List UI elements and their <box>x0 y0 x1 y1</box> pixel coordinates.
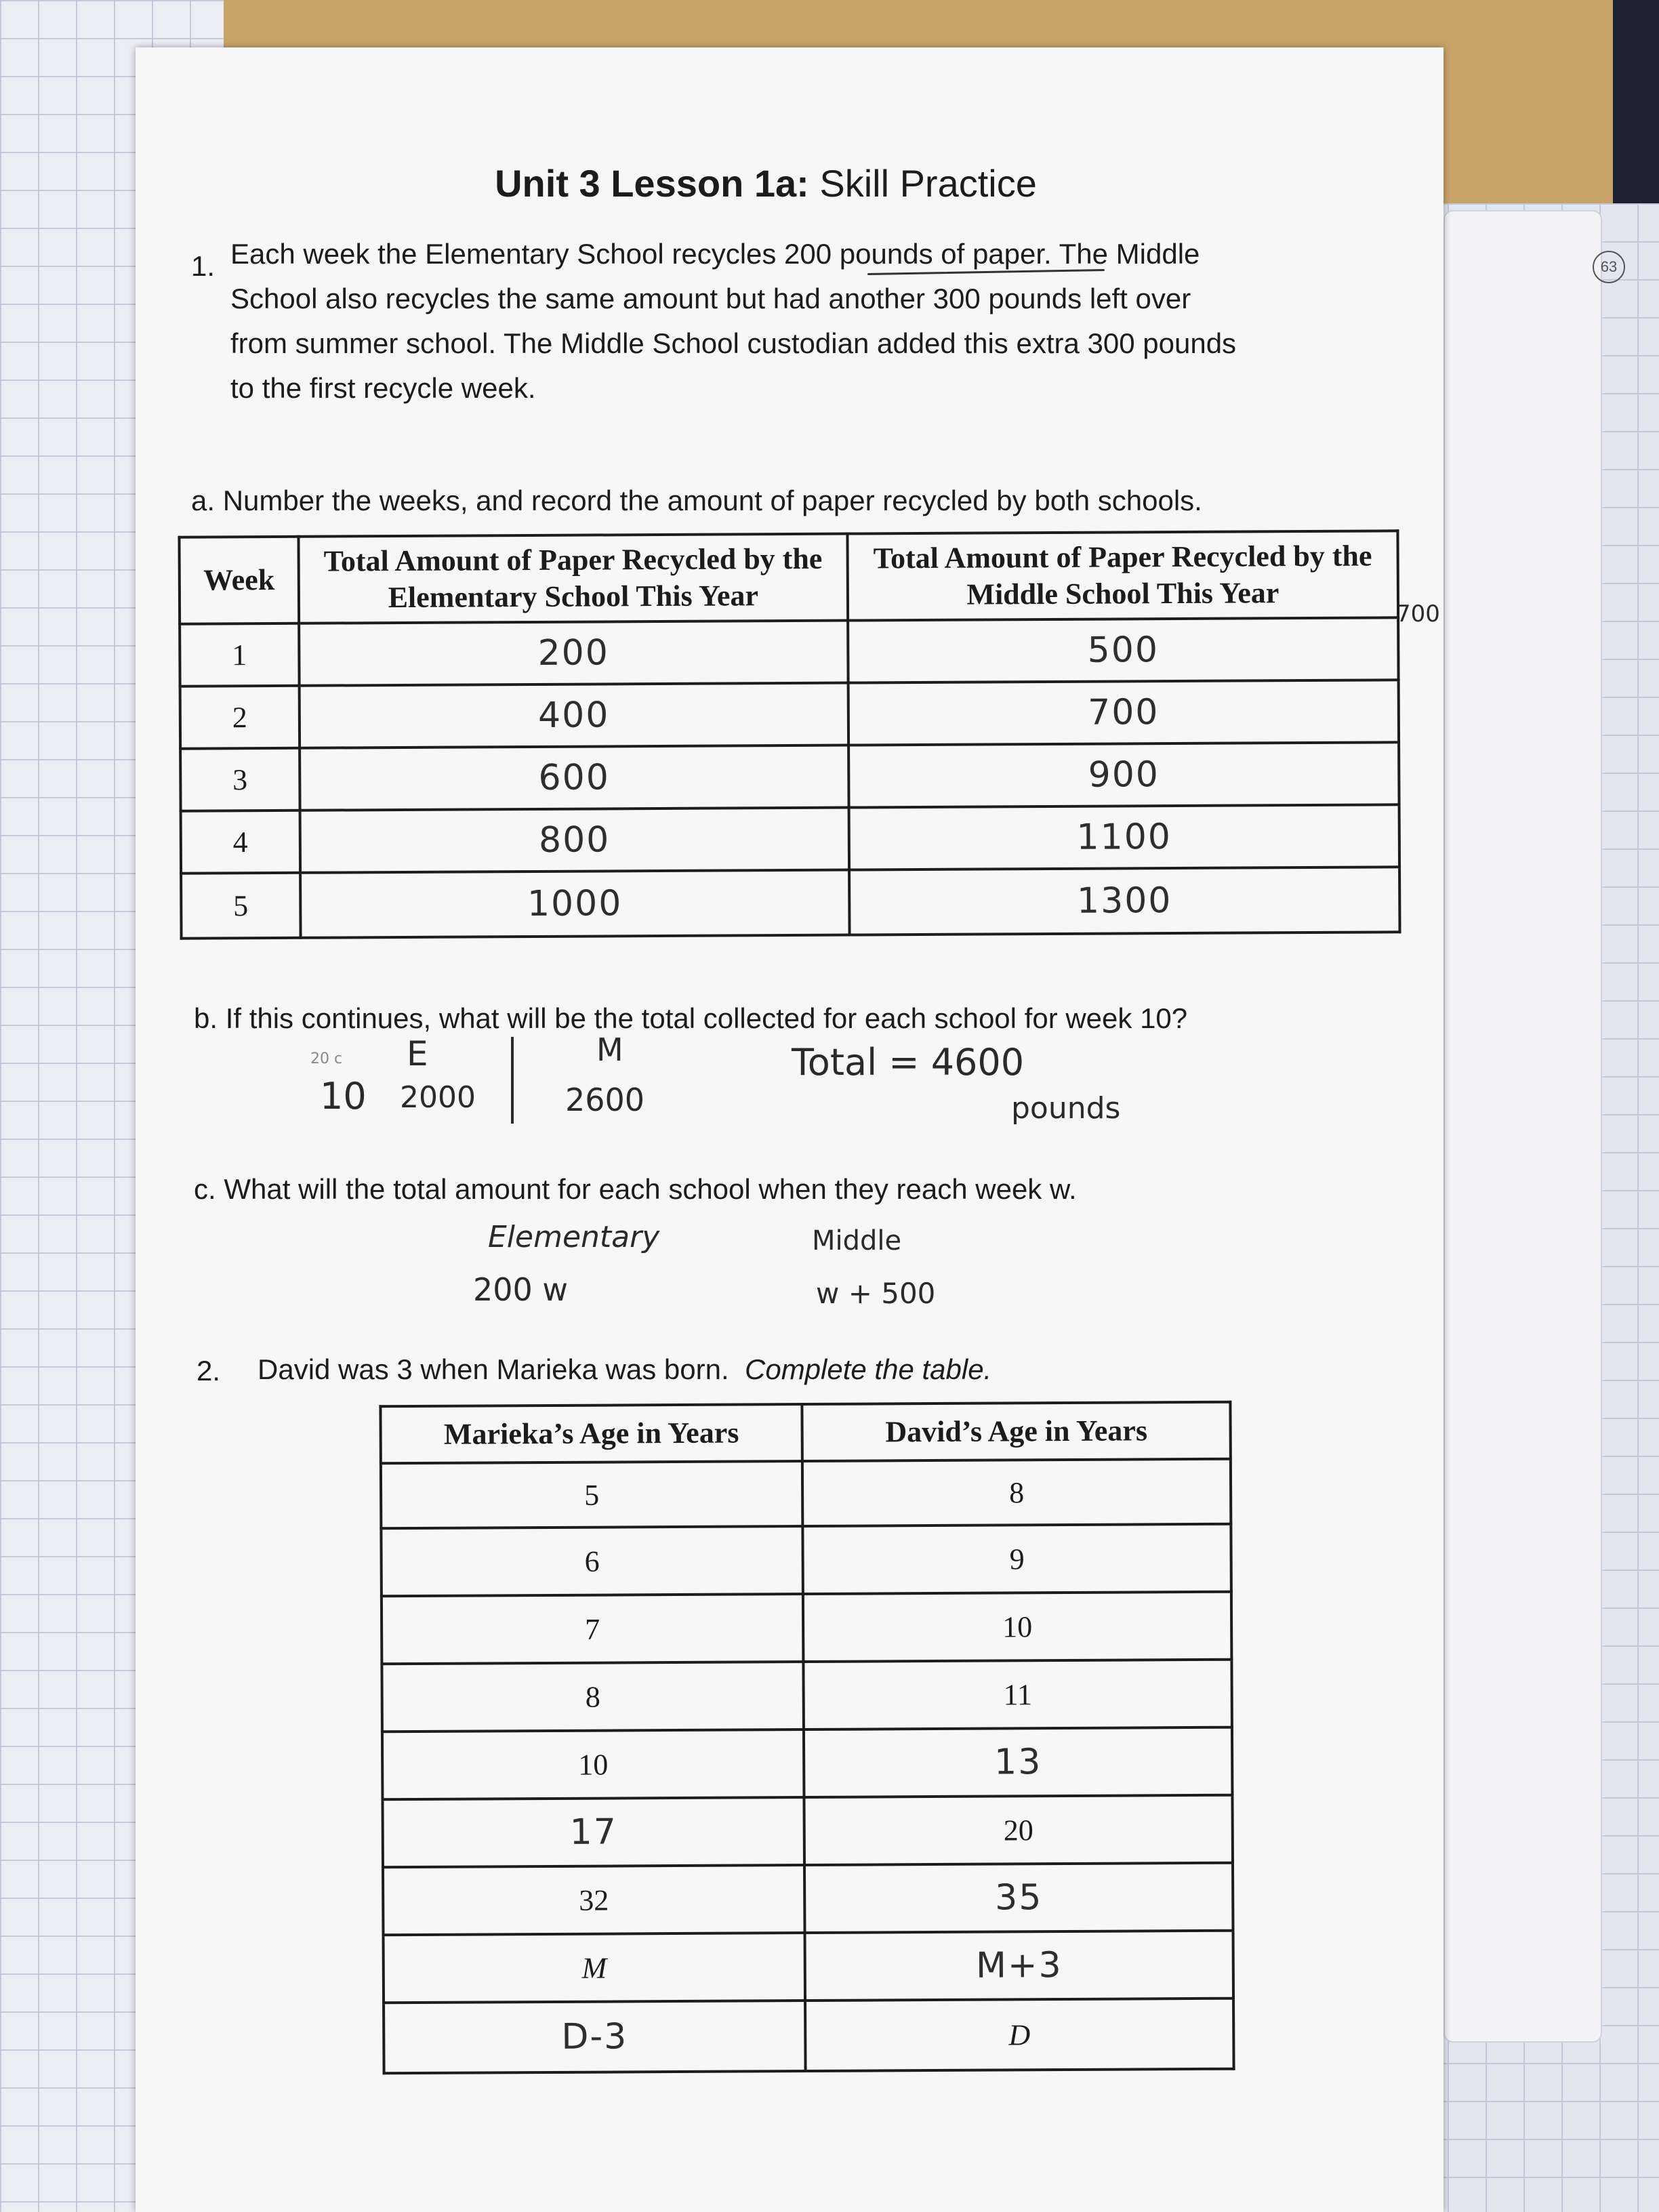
marieka-cell: 10 <box>382 1729 804 1799</box>
page-number-circle: 63 <box>1593 251 1625 283</box>
part-c-e-expr: 200 w <box>473 1271 569 1308</box>
part-b-week: 10 <box>320 1075 367 1118</box>
david-cell-handwritten: M+3 <box>805 1931 1233 2001</box>
q2-number: 2. <box>197 1355 221 1387</box>
marieka-cell: M <box>384 1933 806 2003</box>
q1-part-a: a. Number the weeks, and record the amount of paper recycled by both schools. <box>191 485 1202 516</box>
week-cell: 1 <box>180 623 299 687</box>
recycle-table-row <box>180 617 1398 686</box>
david-cell: 8 <box>802 1459 1231 1526</box>
middle-cell: 900 <box>848 742 1399 807</box>
david-cell: 20 <box>804 1795 1233 1865</box>
title-rest: Skill Practice <box>808 162 1037 205</box>
part-c-m-label: Middle <box>812 1225 902 1256</box>
age-table-row <box>383 1863 1233 1936</box>
recycle-table-row <box>181 804 1399 873</box>
part-b-e-label: E <box>407 1034 428 1073</box>
q1-line-4: to the first recycle week. <box>230 372 536 404</box>
marieka-cell: 32 <box>383 1865 805 1935</box>
recycle-table-header <box>179 531 1398 623</box>
q2-instruction: Complete the table. <box>745 1353 992 1385</box>
marieka-cell-handwritten: 17 <box>382 1797 804 1867</box>
recycle-table <box>178 529 1401 939</box>
worksheet-page <box>136 47 1443 2212</box>
age-table <box>379 1401 1235 2075</box>
part-b-unit: pounds <box>1011 1091 1121 1126</box>
age-table-row <box>381 1524 1231 1597</box>
header-elementary: Total Amount of Paper Recycled by the Elementary School This Year <box>298 534 848 623</box>
elementary-cell: 200 <box>299 621 848 686</box>
q2-prompt-text: David was 3 when Marieka was born. <box>258 1353 729 1385</box>
age-table-row <box>382 1795 1233 1868</box>
header-middle: Total Amount of Paper Recycled by the Middle School This Year <box>847 531 1398 620</box>
title-bold: Unit 3 Lesson 1a: <box>495 162 809 205</box>
q1-line-1: Each week the Elementary School recycles 200 pounds of paper. The Middle <box>230 238 1200 270</box>
q1-part-c: c. What will the total amount for each school when they reach week w. <box>194 1173 1077 1205</box>
david-cell: 10 <box>803 1592 1231 1662</box>
age-table-row <box>384 1931 1234 2003</box>
q1-part-b: b. If this continues, what will be the total collected for each school for week 10? <box>194 1002 1188 1034</box>
header-marieka: Marieka’s Age in Years <box>380 1404 802 1463</box>
part-b-m-label: M <box>596 1031 623 1068</box>
page-title <box>474 161 1057 205</box>
q2-prompt <box>258 1347 991 1392</box>
marieka-cell: 8 <box>382 1662 804 1732</box>
recycle-table-row <box>180 680 1399 748</box>
part-b-e-value: 2000 <box>400 1080 476 1115</box>
part-b-divider <box>511 1037 514 1124</box>
header-david: David’s Age in Years <box>802 1402 1231 1461</box>
age-table-row <box>384 1999 1234 2074</box>
age-table-header <box>380 1402 1230 1464</box>
week-cell: 2 <box>180 686 300 749</box>
q1-number: 1. <box>191 250 216 282</box>
age-table-row <box>381 1459 1231 1529</box>
recycle-table-row <box>181 867 1399 938</box>
part-b-small-note: 20 c <box>310 1050 343 1067</box>
marieka-cell-handwritten: D-3 <box>384 2001 806 2073</box>
middle-cell: 1300 <box>849 867 1400 935</box>
david-cell: 11 <box>804 1660 1232 1729</box>
david-cell: D <box>805 1999 1233 2071</box>
elementary-cell: 400 <box>299 683 848 748</box>
q1-line-2: School also recycles the same amount but had another 300 pounds left over <box>230 283 1191 314</box>
david-cell-handwritten: 13 <box>804 1727 1232 1797</box>
margin-note-700: 700 <box>1396 600 1440 628</box>
q1-line-3: from summer school. The Middle School custodian added this extra 300 pounds <box>230 327 1237 359</box>
marieka-cell: 5 <box>381 1461 803 1528</box>
part-b-m-value: 2600 <box>565 1082 645 1118</box>
recycle-table-row <box>180 742 1399 811</box>
week-cell: 4 <box>181 811 300 874</box>
david-cell-handwritten: 35 <box>804 1863 1233 1933</box>
age-table-row <box>382 1660 1232 1732</box>
middle-cell: 500 <box>848 617 1399 682</box>
part-b-total: Total = 4600 <box>792 1041 1025 1084</box>
part-c-e-label: Elementary <box>488 1220 660 1254</box>
marieka-cell: 6 <box>381 1526 803 1596</box>
page-stack-edge <box>1443 210 1602 2043</box>
elementary-cell: 800 <box>300 808 849 873</box>
middle-cell: 1100 <box>849 804 1400 869</box>
age-table-row <box>382 1592 1232 1664</box>
david-cell: 9 <box>802 1524 1231 1594</box>
marieka-cell: 7 <box>382 1594 804 1664</box>
week-cell: 3 <box>180 748 300 811</box>
middle-cell: 700 <box>848 680 1399 745</box>
elementary-cell: 1000 <box>300 870 850 938</box>
part-c-m-expr: w + 500 <box>816 1277 936 1310</box>
header-week: Week <box>179 537 298 624</box>
week-cell: 5 <box>181 873 300 939</box>
elementary-cell: 600 <box>300 745 849 811</box>
age-table-row <box>382 1727 1233 1800</box>
